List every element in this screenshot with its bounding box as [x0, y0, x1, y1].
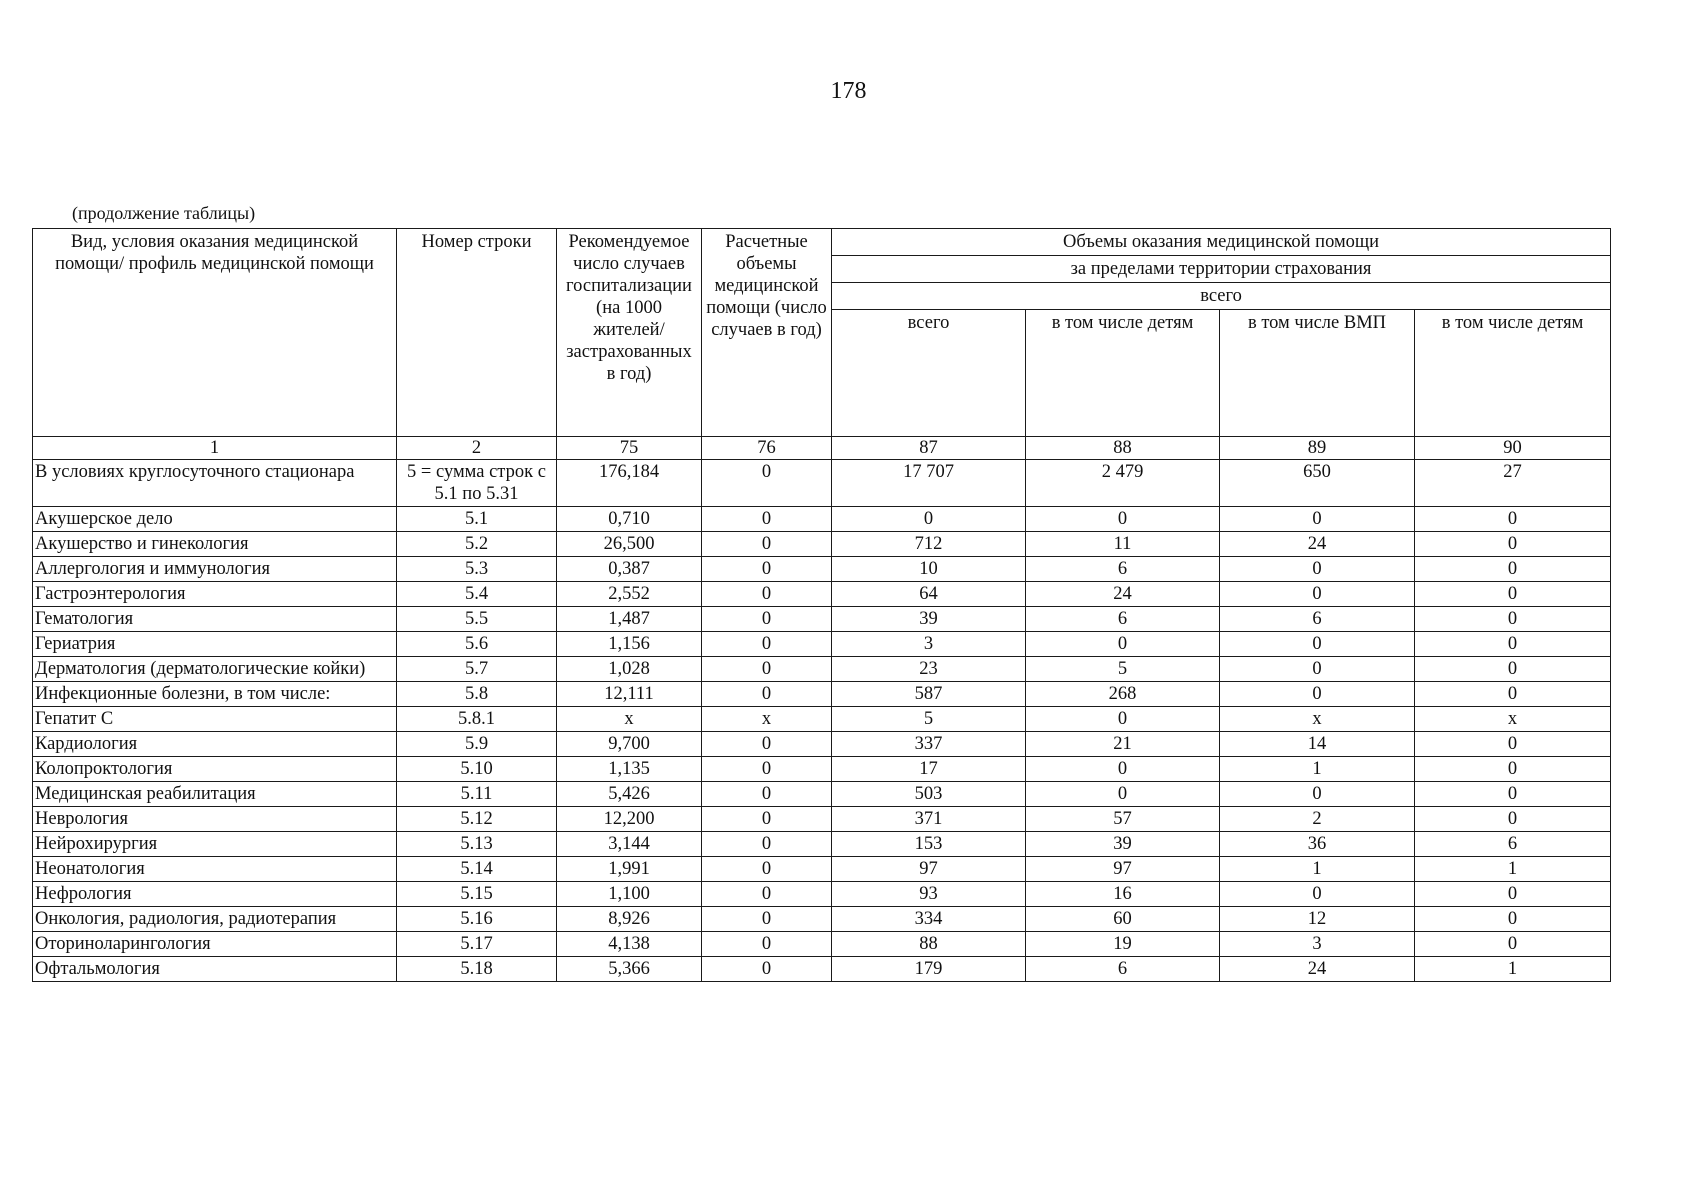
volume-children: 0: [1026, 757, 1220, 782]
volume-vmp: 14: [1220, 732, 1415, 757]
row-number: 5 = сумма строк с 5.1 по 5.31: [397, 460, 557, 507]
table-row: [33, 557, 1611, 582]
recommended-cases: 5,426: [557, 782, 702, 807]
table-row: [33, 957, 1611, 982]
volume-total: 17: [832, 757, 1026, 782]
recommended-cases: 9,700: [557, 732, 702, 757]
medical-care-volume-table: [32, 228, 1611, 982]
recommended-cases: 1,135: [557, 757, 702, 782]
volume-children: 2 479: [1026, 460, 1220, 507]
volume-children: 6: [1026, 607, 1220, 632]
volume-total: 179: [832, 957, 1026, 982]
row-number: 5.5: [397, 607, 557, 632]
column-number: 75: [557, 437, 702, 460]
row-number: 5.18: [397, 957, 557, 982]
volume-vmp-children: 0: [1415, 682, 1611, 707]
recommended-cases: 0,387: [557, 557, 702, 582]
volume-total: 93: [832, 882, 1026, 907]
volume-vmp-children: 0: [1415, 582, 1611, 607]
volume-vmp-children: 6: [1415, 832, 1611, 857]
recommended-cases: х: [557, 707, 702, 732]
table-row: [33, 907, 1611, 932]
row-number: 5.3: [397, 557, 557, 582]
recommended-cases: 1,028: [557, 657, 702, 682]
volume-total: 587: [832, 682, 1026, 707]
volume-vmp-children: 0: [1415, 907, 1611, 932]
header-total-group: всего: [832, 283, 1611, 310]
calculated-volume: 0: [702, 460, 832, 507]
table-row: [33, 732, 1611, 757]
row-number: 5.8: [397, 682, 557, 707]
column-number: 76: [702, 437, 832, 460]
row-number: 5.17: [397, 932, 557, 957]
recommended-cases: 1,100: [557, 882, 702, 907]
volume-vmp: 0: [1220, 557, 1415, 582]
header-recommended-cases: Рекомендуемое число случаев госпитализации (на 1000 жителей/ застрахованных в год): [557, 229, 702, 437]
volume-total: 23: [832, 657, 1026, 682]
table-row: [33, 807, 1611, 832]
column-number: 87: [832, 437, 1026, 460]
volume-vmp: 650: [1220, 460, 1415, 507]
volume-vmp-children: х: [1415, 707, 1611, 732]
volume-vmp: 0: [1220, 582, 1415, 607]
volume-total: 337: [832, 732, 1026, 757]
volume-children: 0: [1026, 782, 1220, 807]
table-row: [33, 657, 1611, 682]
volume-vmp-children: 0: [1415, 507, 1611, 532]
calculated-volume: 0: [702, 557, 832, 582]
row-name: Неврология: [33, 807, 397, 832]
row-number: 5.2: [397, 532, 557, 557]
table-row: [33, 832, 1611, 857]
row-name: Акушерское дело: [33, 507, 397, 532]
table-row: [33, 460, 1611, 507]
volume-vmp-children: 0: [1415, 632, 1611, 657]
table-row: [33, 782, 1611, 807]
volume-vmp: 0: [1220, 782, 1415, 807]
row-number: 5.1: [397, 507, 557, 532]
calculated-volume: 0: [702, 857, 832, 882]
recommended-cases: 1,156: [557, 632, 702, 657]
row-name: Колопроктология: [33, 757, 397, 782]
calculated-volume: х: [702, 707, 832, 732]
column-number: 89: [1220, 437, 1415, 460]
row-number: 5.12: [397, 807, 557, 832]
volume-vmp-children: 0: [1415, 607, 1611, 632]
table-row: [33, 607, 1611, 632]
table-row: [33, 582, 1611, 607]
volume-total: 39: [832, 607, 1026, 632]
row-name: Нефрология: [33, 882, 397, 907]
calculated-volume: 0: [702, 507, 832, 532]
row-number: 5.10: [397, 757, 557, 782]
volume-children: 16: [1026, 882, 1220, 907]
volume-children: 0: [1026, 707, 1220, 732]
row-number: 5.15: [397, 882, 557, 907]
volume-vmp-children: 0: [1415, 557, 1611, 582]
volume-vmp: 0: [1220, 882, 1415, 907]
volume-total: 712: [832, 532, 1026, 557]
volume-vmp: 0: [1220, 657, 1415, 682]
volume-children: 6: [1026, 557, 1220, 582]
volume-vmp: 1: [1220, 757, 1415, 782]
volume-vmp-children: 0: [1415, 932, 1611, 957]
volume-vmp-children: 1: [1415, 957, 1611, 982]
volume-vmp: 0: [1220, 507, 1415, 532]
header-calculated-volumes: Расчетные объемы медицинской помощи (число случаев в год): [702, 229, 832, 437]
volume-vmp-children: 0: [1415, 807, 1611, 832]
column-number: 2: [397, 437, 557, 460]
calculated-volume: 0: [702, 882, 832, 907]
row-name: Дерматология (дерматологические койки): [33, 657, 397, 682]
calculated-volume: 0: [702, 532, 832, 557]
row-name: Кардиология: [33, 732, 397, 757]
table-row: [33, 632, 1611, 657]
volume-children: 39: [1026, 832, 1220, 857]
volume-total: 334: [832, 907, 1026, 932]
volume-vmp: 3: [1220, 932, 1415, 957]
row-name: Аллергология и иммунология: [33, 557, 397, 582]
table-row: [33, 932, 1611, 957]
volume-total: 64: [832, 582, 1026, 607]
header-total: всего: [832, 310, 1026, 437]
table-row: [33, 532, 1611, 557]
volume-vmp-children: 0: [1415, 882, 1611, 907]
volume-total: 10: [832, 557, 1026, 582]
row-number: 5.9: [397, 732, 557, 757]
volume-vmp: 0: [1220, 682, 1415, 707]
header-vmp: в том числе ВМП: [1220, 310, 1415, 437]
volume-vmp-children: 27: [1415, 460, 1611, 507]
volume-vmp: 0: [1220, 632, 1415, 657]
volume-children: 11: [1026, 532, 1220, 557]
volume-vmp-children: 0: [1415, 657, 1611, 682]
page-number: 178: [830, 78, 867, 104]
table-body: [33, 460, 1611, 982]
volume-children: 97: [1026, 857, 1220, 882]
volume-total: 371: [832, 807, 1026, 832]
column-number: 88: [1026, 437, 1220, 460]
row-number: 5.8.1: [397, 707, 557, 732]
volume-total: 3: [832, 632, 1026, 657]
header-vmp-children: в том числе детям: [1415, 310, 1611, 437]
volume-total: 0: [832, 507, 1026, 532]
row-number: 5.13: [397, 832, 557, 857]
volume-children: 6: [1026, 957, 1220, 982]
recommended-cases: 176,184: [557, 460, 702, 507]
volume-vmp-children: 0: [1415, 532, 1611, 557]
volume-total: 97: [832, 857, 1026, 882]
row-name: Неонатология: [33, 857, 397, 882]
row-number: 5.7: [397, 657, 557, 682]
table-row: [33, 857, 1611, 882]
calculated-volume: 0: [702, 907, 832, 932]
calculated-volume: 0: [702, 732, 832, 757]
volume-vmp: 1: [1220, 857, 1415, 882]
volume-vmp: 36: [1220, 832, 1415, 857]
volume-total: 17 707: [832, 460, 1026, 507]
volume-children: 19: [1026, 932, 1220, 957]
recommended-cases: 12,111: [557, 682, 702, 707]
table-row: [33, 682, 1611, 707]
volume-vmp: 24: [1220, 532, 1415, 557]
volume-vmp-children: 0: [1415, 757, 1611, 782]
volume-children: 268: [1026, 682, 1220, 707]
volume-total: 153: [832, 832, 1026, 857]
volume-children: 60: [1026, 907, 1220, 932]
volume-total: 503: [832, 782, 1026, 807]
row-number: 5.4: [397, 582, 557, 607]
row-name: Нейрохирургия: [33, 832, 397, 857]
volume-children: 21: [1026, 732, 1220, 757]
header-care-type: Вид, условия оказания медицинской помощи/ профиль медицинской помощи: [33, 229, 397, 437]
volume-total: 88: [832, 932, 1026, 957]
volume-vmp: 2: [1220, 807, 1415, 832]
recommended-cases: 1,487: [557, 607, 702, 632]
recommended-cases: 1,991: [557, 857, 702, 882]
calculated-volume: 0: [702, 757, 832, 782]
row-name: Онкология, радиология, радиотерапия: [33, 907, 397, 932]
row-number: 5.11: [397, 782, 557, 807]
volume-vmp: 6: [1220, 607, 1415, 632]
recommended-cases: 8,926: [557, 907, 702, 932]
recommended-cases: 4,138: [557, 932, 702, 957]
recommended-cases: 26,500: [557, 532, 702, 557]
row-name: В условиях круглосуточного стационара: [33, 460, 397, 507]
column-numbers-row: [33, 437, 1611, 460]
volume-children: 5: [1026, 657, 1220, 682]
volume-vmp-children: 1: [1415, 857, 1611, 882]
row-number: 5.16: [397, 907, 557, 932]
header-care-volumes: Объемы оказания медицинской помощи: [832, 229, 1611, 256]
recommended-cases: 12,200: [557, 807, 702, 832]
volume-vmp-children: 0: [1415, 782, 1611, 807]
recommended-cases: 0,710: [557, 507, 702, 532]
volume-children: 57: [1026, 807, 1220, 832]
volume-children: 24: [1026, 582, 1220, 607]
table-continuation-note: (продолжение таблицы): [72, 203, 256, 223]
row-name: Инфекционные болезни, в том числе:: [33, 682, 397, 707]
row-number: 5.14: [397, 857, 557, 882]
column-number: 90: [1415, 437, 1611, 460]
calculated-volume: 0: [702, 657, 832, 682]
header-children: в том числе детям: [1026, 310, 1220, 437]
recommended-cases: 2,552: [557, 582, 702, 607]
recommended-cases: 3,144: [557, 832, 702, 857]
row-name: Гематология: [33, 607, 397, 632]
calculated-volume: 0: [702, 807, 832, 832]
volume-vmp: 12: [1220, 907, 1415, 932]
calculated-volume: 0: [702, 957, 832, 982]
table-row: [33, 707, 1611, 732]
table-row: [33, 507, 1611, 532]
column-number: 1: [33, 437, 397, 460]
row-name: Гепатит С: [33, 707, 397, 732]
volume-vmp: х: [1220, 707, 1415, 732]
row-name: Медицинская реабилитация: [33, 782, 397, 807]
calculated-volume: 0: [702, 632, 832, 657]
row-name: Гастроэнтерология: [33, 582, 397, 607]
volume-vmp: 24: [1220, 957, 1415, 982]
volume-children: 0: [1026, 507, 1220, 532]
calculated-volume: 0: [702, 782, 832, 807]
volume-total: 5: [832, 707, 1026, 732]
calculated-volume: 0: [702, 607, 832, 632]
row-name: Акушерство и гинекология: [33, 532, 397, 557]
calculated-volume: 0: [702, 932, 832, 957]
row-name: Оториноларингология: [33, 932, 397, 957]
recommended-cases: 5,366: [557, 957, 702, 982]
header-row-number: Номер строки: [397, 229, 557, 437]
table-row: [33, 882, 1611, 907]
calculated-volume: 0: [702, 582, 832, 607]
row-number: 5.6: [397, 632, 557, 657]
calculated-volume: 0: [702, 682, 832, 707]
row-name: Гериатрия: [33, 632, 397, 657]
calculated-volume: 0: [702, 832, 832, 857]
volume-vmp-children: 0: [1415, 732, 1611, 757]
table-row: [33, 757, 1611, 782]
volume-children: 0: [1026, 632, 1220, 657]
row-name: Офтальмология: [33, 957, 397, 982]
header-outside-territory: за пределами территории страхования: [832, 256, 1611, 283]
